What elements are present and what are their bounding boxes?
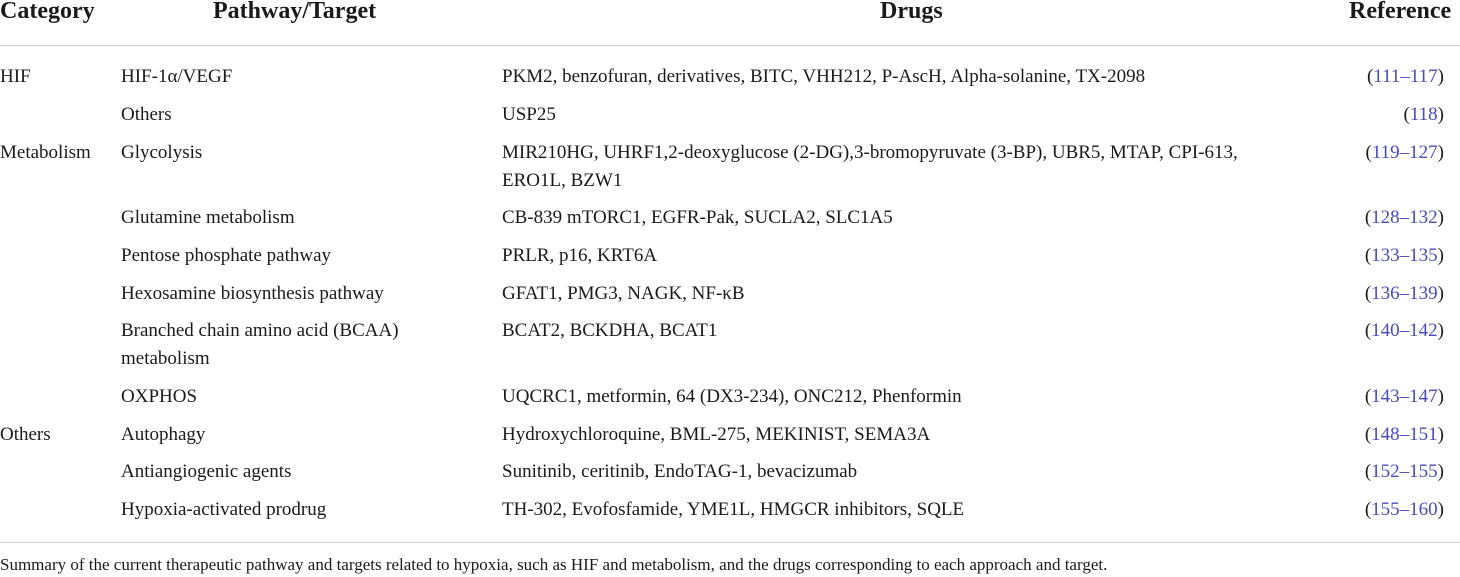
cell-category: HIF xyxy=(0,66,31,87)
reference-link[interactable]: 143–147 xyxy=(1371,386,1438,407)
cell-drugs xyxy=(502,204,893,232)
cell-pathway-line: OXPHOS xyxy=(121,386,198,407)
header-reference: Reference xyxy=(1349,0,1452,24)
header-category: Category xyxy=(0,0,95,24)
reference-link[interactable]: 152–155 xyxy=(1371,461,1438,482)
header-rule xyxy=(0,45,1460,46)
cell-pathway-line: Others xyxy=(121,104,172,125)
cell-reference: (155–160) xyxy=(1364,499,1444,520)
cell-pathway-line: Antiangiogenic agents xyxy=(121,461,292,482)
cell-reference: (111–117) xyxy=(1366,66,1444,87)
cell-pathway xyxy=(121,101,172,129)
cell-reference: (133–135) xyxy=(1364,245,1444,266)
cell-pathway-line: Hexosamine biosynthesis pathway xyxy=(121,283,384,304)
cell-drugs-line: PRLR, p16, KRT6A xyxy=(502,245,658,266)
cell-pathway xyxy=(121,139,202,167)
cell-reference: (143–147) xyxy=(1364,386,1444,407)
cell-pathway xyxy=(121,383,197,411)
cell-pathway-line: metabolism xyxy=(121,348,210,369)
cell-drugs-line: ERO1L, BZW1 xyxy=(502,170,623,191)
cell-pathway-line: Pentose phosphate pathway xyxy=(121,245,332,266)
cell-pathway xyxy=(121,317,399,373)
cell-pathway xyxy=(121,63,232,91)
cell-pathway-line: HIF-1α/VEGF xyxy=(121,66,233,87)
table-bottom-rule xyxy=(0,542,1460,543)
cell-reference: (136–139) xyxy=(1364,283,1444,304)
cell-drugs xyxy=(502,383,962,411)
cell-drugs-line: GFAT1, PMG3, NAGK, NF-κB xyxy=(502,283,745,304)
cell-reference: (118) xyxy=(1403,104,1444,125)
cell-reference: (140–142) xyxy=(1364,320,1444,341)
reference-link[interactable]: 119–127 xyxy=(1371,142,1438,163)
cell-pathway-line: Glutamine metabolism xyxy=(121,207,295,228)
cell-drugs xyxy=(502,496,964,524)
cell-drugs xyxy=(502,458,857,486)
cell-reference: (148–151) xyxy=(1364,424,1444,445)
cell-pathway xyxy=(121,496,326,524)
cell-drugs-line: MIR210HG, UHRF1,2-deoxyglucose (2-DG),3-bromopyruvate (3-BP), UBR5, MTAP, CPI-613, xyxy=(502,142,1238,163)
reference-link[interactable]: 128–132 xyxy=(1371,207,1438,228)
header-pathway: Pathway/Target xyxy=(213,0,377,24)
cell-pathway xyxy=(121,204,295,232)
cell-drugs xyxy=(502,421,930,449)
cell-drugs xyxy=(502,63,1145,91)
cell-drugs-line: CB-839 mTORC1, EGFR-Pak, SUCLA2, SLC1A5 xyxy=(502,207,893,228)
cell-drugs-line: PKM2, benzofuran, derivatives, BITC, VHH212, P-AscH, Alpha-solanine, TX-2098 xyxy=(502,66,1146,87)
reference-link[interactable]: 118 xyxy=(1409,104,1438,125)
cell-pathway xyxy=(121,458,291,486)
reference-link[interactable]: 155–160 xyxy=(1371,499,1438,520)
header-drugs: Drugs xyxy=(880,0,943,24)
cell-drugs xyxy=(502,280,745,308)
cell-pathway xyxy=(121,421,205,449)
cell-pathway-line: Autophagy xyxy=(121,424,206,445)
table-header xyxy=(0,0,1460,34)
reference-link[interactable]: 136–139 xyxy=(1371,283,1438,304)
cell-pathway xyxy=(121,242,331,270)
cell-drugs-line: USP25 xyxy=(502,104,556,125)
cell-drugs xyxy=(502,317,717,345)
cell-drugs-line: UQCRC1, metformin, 64 (DX3-234), ONC212, Phenformin xyxy=(502,386,962,407)
cell-drugs-line: Sunitinib, ceritinib, EndoTAG-1, bevacizumab xyxy=(502,461,858,482)
cell-drugs-line: TH-302, Evofosfamide, YME1L, HMGCR inhibitors, SQLE xyxy=(502,499,965,520)
cell-pathway-line: Hypoxia-activated prodrug xyxy=(121,499,327,520)
cell-drugs xyxy=(502,242,657,270)
cell-drugs xyxy=(502,101,556,129)
cell-reference: (128–132) xyxy=(1364,207,1444,228)
cell-drugs-line: Hydroxychloroquine, BML-275, MEKINIST, SEMA3A xyxy=(502,424,931,445)
cell-category: Metabolism xyxy=(0,142,91,163)
cell-pathway xyxy=(121,280,384,308)
reference-link[interactable]: 148–151 xyxy=(1371,424,1438,445)
cell-pathway-line: Glycolysis xyxy=(121,142,203,163)
reference-link[interactable]: 111–117 xyxy=(1373,66,1438,87)
cell-reference: (152–155) xyxy=(1364,461,1444,482)
cell-reference: (119–127) xyxy=(1365,142,1444,163)
table-caption: Summary of the current therapeutic pathway and targets related to hypoxia, such as HIF and metabolism, and the drugs corresponding to each approach and target. xyxy=(0,555,1108,574)
cell-drugs xyxy=(502,139,1238,195)
reference-link[interactable]: 140–142 xyxy=(1371,320,1438,341)
cell-pathway-line: Branched chain amino acid (BCAA) xyxy=(121,320,399,341)
cell-category: Others xyxy=(0,424,51,445)
cell-drugs-line: BCAT2, BCKDHA, BCAT1 xyxy=(502,320,718,341)
reference-link[interactable]: 133–135 xyxy=(1371,245,1438,266)
